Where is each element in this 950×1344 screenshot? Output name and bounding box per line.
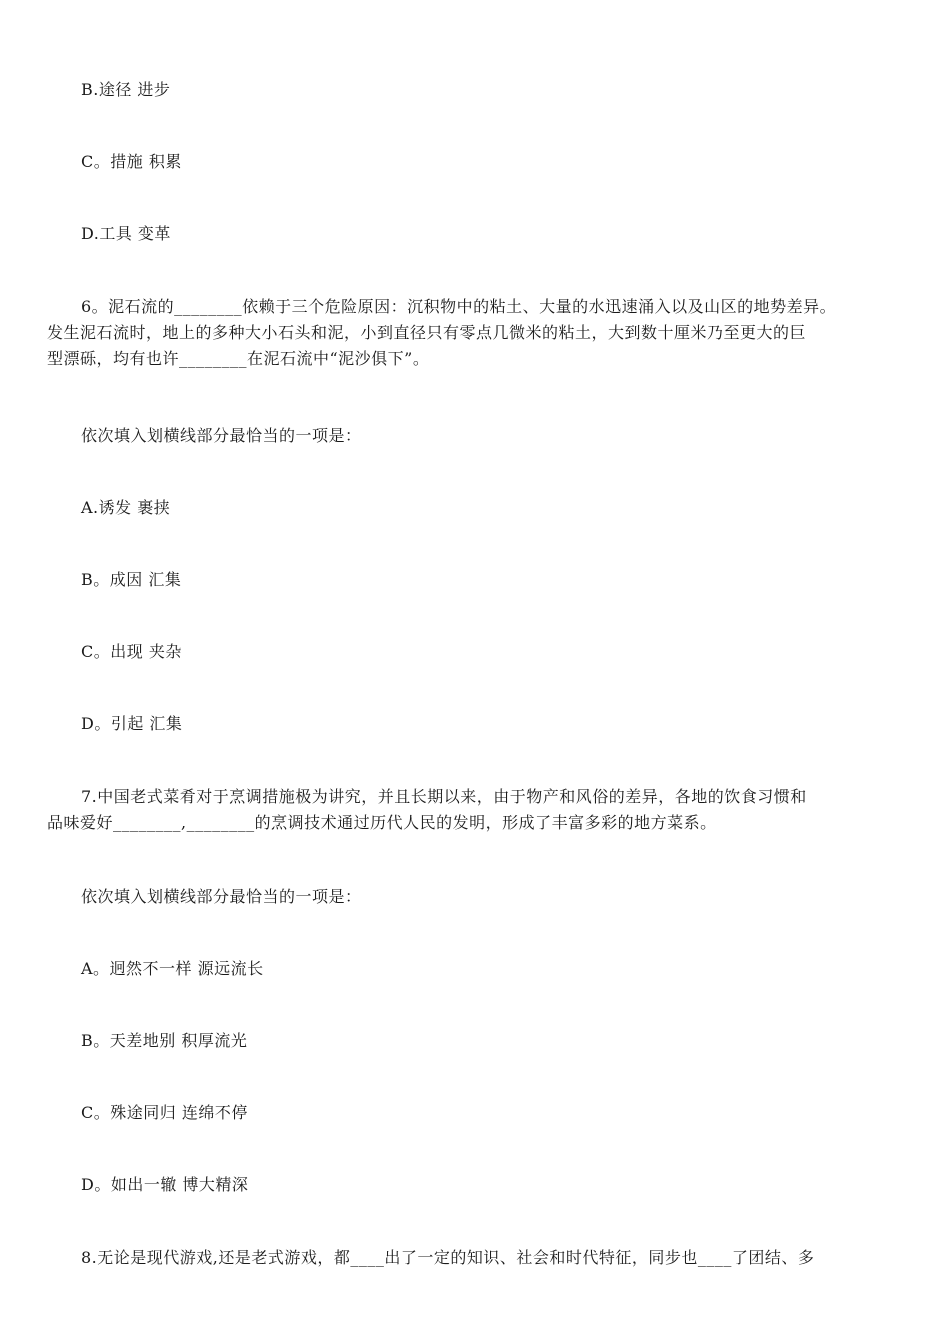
- q6-question: [47, 294, 907, 372]
- q6-line-2: 发生泥石流时，地上的多种大小石头和泥，小到直径只有零点几微米的粘土，大到数十厘米乃至更大的巨: [47, 323, 807, 342]
- q6-line-3: 型漂砾，均有也许________在泥石流中“泥沙俱下”。: [47, 349, 430, 368]
- q8-question: [47, 1245, 907, 1271]
- q7-option-d: D。如出一辙 博大精深: [81, 1175, 249, 1194]
- q6-option-b: B。成因 汇集: [81, 570, 182, 589]
- q8-line-1: 8.无论是现代游戏,还是老式游戏，都____出了一定的知识、社会和时代特征，同步也____了团结、多: [81, 1248, 815, 1267]
- q5-option-c: C。措施 积累: [81, 152, 182, 171]
- q7-line-2: 品味爱好________,________的烹调技术通过历代人民的发明，形成了丰富多彩的地方菜系。: [47, 813, 717, 832]
- q6-option-d: D。引起 汇集: [81, 714, 183, 733]
- q7-question: [47, 784, 907, 836]
- q6-option-c: C。出现 夹杂: [81, 642, 182, 661]
- q7-prompt: 依次填入划横线部分最恰当的一项是：: [81, 887, 362, 906]
- q7-option-b: B。天差地别 积厚流光: [81, 1031, 248, 1050]
- q6-prompt: 依次填入划横线部分最恰当的一项是：: [81, 426, 362, 445]
- q6-option-a: A.诱发 裹挟: [81, 498, 171, 517]
- q6-line-1: 6。泥石流的________依赖于三个危险原因：沉积物中的粘土、大量的水迅速涌入以及山区的地势差异。: [81, 297, 837, 316]
- q7-line-1: 7.中国老式菜肴对于烹调措施极为讲究，并且长期以来，由于物产和风俗的差异，各地的饮食习惯和: [81, 787, 807, 806]
- q5-option-b: B.途径 进步: [81, 80, 171, 99]
- q5-option-d: D.工具 变革: [81, 224, 171, 243]
- q7-option-c: C。殊途同归 连绵不停: [81, 1103, 248, 1122]
- q7-option-a: A。迥然不一样 源远流长: [81, 959, 264, 978]
